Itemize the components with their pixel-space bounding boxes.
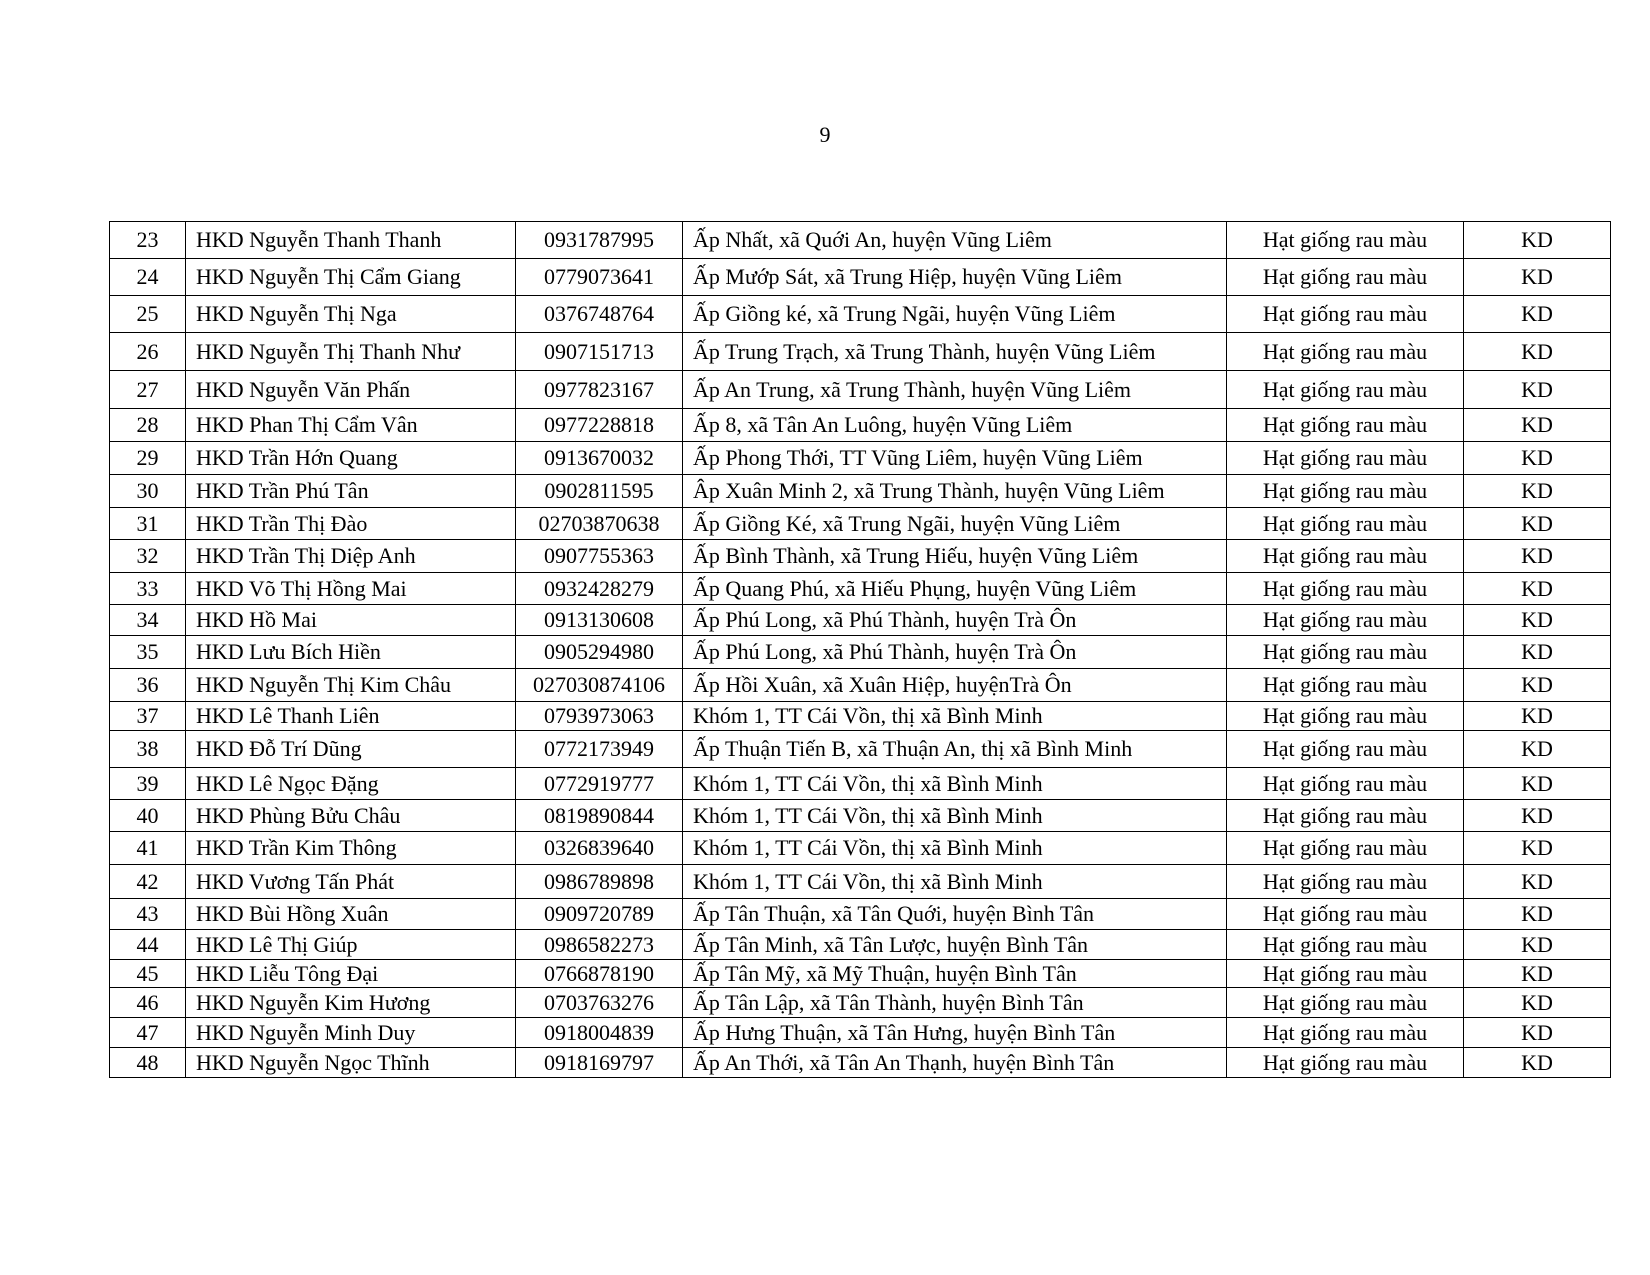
row-number-cell: 29 bbox=[110, 442, 186, 475]
table-row bbox=[110, 573, 1611, 605]
address-cell: Ấp Trung Trạch, xã Trung Thành, huyện Vũng Liêm bbox=[683, 333, 1227, 371]
product-cell: Hạt giống rau màu bbox=[1227, 731, 1464, 768]
business-type-cell: KD bbox=[1464, 636, 1611, 669]
row-number-cell: 44 bbox=[110, 930, 186, 960]
phone-number-cell: 0905294980 bbox=[516, 636, 683, 669]
address-cell: Khóm 1, TT Cái Vồn, thị xã Bình Minh bbox=[683, 702, 1227, 731]
table-row bbox=[110, 222, 1611, 259]
business-name-cell: HKD Phan Thị Cẩm Vân bbox=[186, 409, 516, 442]
business-registry-table bbox=[109, 221, 1611, 1078]
row-number-cell: 40 bbox=[110, 800, 186, 832]
table-row bbox=[110, 442, 1611, 475]
table-row bbox=[110, 865, 1611, 899]
row-number-cell: 28 bbox=[110, 409, 186, 442]
row-number-cell: 35 bbox=[110, 636, 186, 669]
row-number-cell: 30 bbox=[110, 475, 186, 508]
phone-number-cell: 0918169797 bbox=[516, 1048, 683, 1078]
product-cell: Hạt giống rau màu bbox=[1227, 573, 1464, 605]
address-cell: Ấp Tân Mỹ, xã Mỹ Thuận, huyện Bình Tân bbox=[683, 960, 1227, 988]
business-type-cell: KD bbox=[1464, 259, 1611, 296]
phone-number-cell: 0907755363 bbox=[516, 540, 683, 573]
table-row bbox=[110, 333, 1611, 371]
row-number-cell: 39 bbox=[110, 768, 186, 800]
business-name-cell: HKD Lê Ngọc Đặng bbox=[186, 768, 516, 800]
product-cell: Hạt giống rau màu bbox=[1227, 636, 1464, 669]
row-number-cell: 24 bbox=[110, 259, 186, 296]
address-cell: Khóm 1, TT Cái Vồn, thị xã Bình Minh bbox=[683, 800, 1227, 832]
row-number-cell: 41 bbox=[110, 832, 186, 865]
address-cell: Ấp An Trung, xã Trung Thành, huyện Vũng Liêm bbox=[683, 371, 1227, 409]
business-type-cell: KD bbox=[1464, 768, 1611, 800]
product-cell: Hạt giống rau màu bbox=[1227, 988, 1464, 1018]
address-cell: Ấp Mướp Sát, xã Trung Hiệp, huyện Vũng Liêm bbox=[683, 259, 1227, 296]
business-type-cell: KD bbox=[1464, 800, 1611, 832]
table-row bbox=[110, 768, 1611, 800]
row-number-cell: 27 bbox=[110, 371, 186, 409]
address-cell: Ấp Tân Lập, xã Tân Thành, huyện Bình Tân bbox=[683, 988, 1227, 1018]
product-cell: Hạt giống rau màu bbox=[1227, 605, 1464, 636]
address-cell: Ấp Hưng Thuận, xã Tân Hưng, huyện Bình Tân bbox=[683, 1018, 1227, 1048]
table-row bbox=[110, 988, 1611, 1018]
row-number-cell: 32 bbox=[110, 540, 186, 573]
business-name-cell: HKD Trần Thị Diệp Anh bbox=[186, 540, 516, 573]
phone-number-cell: 0977228818 bbox=[516, 409, 683, 442]
address-cell: Khóm 1, TT Cái Vồn, thị xã Bình Minh bbox=[683, 832, 1227, 865]
page-number: 9 bbox=[819, 122, 831, 147]
business-type-cell: KD bbox=[1464, 988, 1611, 1018]
row-number-cell: 42 bbox=[110, 865, 186, 899]
address-cell: Ấp Giồng Ké, xã Trung Ngãi, huyện Vũng Liêm bbox=[683, 508, 1227, 540]
phone-number-cell: 0902811595 bbox=[516, 475, 683, 508]
business-name-cell: HKD Lê Thanh Liên bbox=[186, 702, 516, 731]
row-number-cell: 26 bbox=[110, 333, 186, 371]
row-number-cell: 45 bbox=[110, 960, 186, 988]
address-cell: Ấp Tân Thuận, xã Tân Quới, huyện Bình Tân bbox=[683, 899, 1227, 930]
address-cell: Ấp Phú Long, xã Phú Thành, huyện Trà Ôn bbox=[683, 636, 1227, 669]
business-type-cell: KD bbox=[1464, 475, 1611, 508]
table-row bbox=[110, 409, 1611, 442]
phone-number-cell: 0703763276 bbox=[516, 988, 683, 1018]
business-name-cell: HKD Trần Hớn Quang bbox=[186, 442, 516, 475]
row-number-cell: 36 bbox=[110, 669, 186, 702]
row-number-cell: 31 bbox=[110, 508, 186, 540]
business-type-cell: KD bbox=[1464, 296, 1611, 333]
product-cell: Hạt giống rau màu bbox=[1227, 442, 1464, 475]
business-name-cell: HKD Bùi Hồng Xuân bbox=[186, 899, 516, 930]
product-cell: Hạt giống rau màu bbox=[1227, 1018, 1464, 1048]
business-type-cell: KD bbox=[1464, 1018, 1611, 1048]
table-row bbox=[110, 475, 1611, 508]
row-number-cell: 25 bbox=[110, 296, 186, 333]
phone-number-cell: 0986582273 bbox=[516, 930, 683, 960]
product-cell: Hạt giống rau màu bbox=[1227, 832, 1464, 865]
phone-number-cell: 0932428279 bbox=[516, 573, 683, 605]
business-type-cell: KD bbox=[1464, 222, 1611, 259]
business-name-cell: HKD Nguyễn Thị Cẩm Giang bbox=[186, 259, 516, 296]
product-cell: Hạt giống rau màu bbox=[1227, 222, 1464, 259]
row-number-cell: 48 bbox=[110, 1048, 186, 1078]
row-number-cell: 43 bbox=[110, 899, 186, 930]
phone-number-cell: 0772173949 bbox=[516, 731, 683, 768]
business-name-cell: HKD Nguyễn Kim Hương bbox=[186, 988, 516, 1018]
business-type-cell: KD bbox=[1464, 409, 1611, 442]
row-number-cell: 47 bbox=[110, 1018, 186, 1048]
product-cell: Hạt giống rau màu bbox=[1227, 259, 1464, 296]
phone-number-cell: 0977823167 bbox=[516, 371, 683, 409]
product-cell: Hạt giống rau màu bbox=[1227, 930, 1464, 960]
business-type-cell: KD bbox=[1464, 731, 1611, 768]
row-number-cell: 38 bbox=[110, 731, 186, 768]
business-type-cell: KD bbox=[1464, 960, 1611, 988]
address-cell: Ấp 8, xã Tân An Luông, huyện Vũng Liêm bbox=[683, 409, 1227, 442]
table-row bbox=[110, 508, 1611, 540]
phone-number-cell: 02703870638 bbox=[516, 508, 683, 540]
business-type-cell: KD bbox=[1464, 702, 1611, 731]
address-cell: Ấp Tân Minh, xã Tân Lược, huyện Bình Tân bbox=[683, 930, 1227, 960]
phone-number-cell: 0986789898 bbox=[516, 865, 683, 899]
business-name-cell: HKD Phùng Bửu Châu bbox=[186, 800, 516, 832]
business-type-cell: KD bbox=[1464, 899, 1611, 930]
table-row bbox=[110, 605, 1611, 636]
product-cell: Hạt giống rau màu bbox=[1227, 409, 1464, 442]
business-name-cell: HKD Nguyễn Thị Thanh Như bbox=[186, 333, 516, 371]
phone-number-cell: 0913130608 bbox=[516, 605, 683, 636]
phone-number-cell: 0793973063 bbox=[516, 702, 683, 731]
address-cell: Âp Xuân Minh 2, xã Trung Thành, huyện Vũng Liêm bbox=[683, 475, 1227, 508]
product-cell: Hạt giống rau màu bbox=[1227, 899, 1464, 930]
business-name-cell: HKD Liễu Tông Đại bbox=[186, 960, 516, 988]
business-type-cell: KD bbox=[1464, 669, 1611, 702]
product-cell: Hạt giống rau màu bbox=[1227, 296, 1464, 333]
product-cell: Hạt giống rau màu bbox=[1227, 669, 1464, 702]
business-type-cell: KD bbox=[1464, 1048, 1611, 1078]
phone-number-cell: 0779073641 bbox=[516, 259, 683, 296]
business-type-cell: KD bbox=[1464, 832, 1611, 865]
address-cell: Ấp Bình Thành, xã Trung Hiếu, huyện Vũng Liêm bbox=[683, 540, 1227, 573]
table-row bbox=[110, 540, 1611, 573]
product-cell: Hạt giống rau màu bbox=[1227, 865, 1464, 899]
table-row bbox=[110, 1018, 1611, 1048]
address-cell: Ấp An Thới, xã Tân An Thạnh, huyện Bình Tân bbox=[683, 1048, 1227, 1078]
table-row bbox=[110, 930, 1611, 960]
address-cell: Ấp Phú Long, xã Phú Thành, huyện Trà Ôn bbox=[683, 605, 1227, 636]
row-number-cell: 37 bbox=[110, 702, 186, 731]
business-type-cell: KD bbox=[1464, 442, 1611, 475]
address-cell: Ấp Hồi Xuân, xã Xuân Hiệp, huyệnTrà Ôn bbox=[683, 669, 1227, 702]
table-row bbox=[110, 800, 1611, 832]
business-type-cell: KD bbox=[1464, 540, 1611, 573]
business-type-cell: KD bbox=[1464, 605, 1611, 636]
business-name-cell: HKD Lưu Bích Hiền bbox=[186, 636, 516, 669]
phone-number-cell: 027030874106 bbox=[516, 669, 683, 702]
table-row bbox=[110, 296, 1611, 333]
table-row bbox=[110, 960, 1611, 988]
business-name-cell: HKD Nguyễn Minh Duy bbox=[186, 1018, 516, 1048]
product-cell: Hạt giống rau màu bbox=[1227, 508, 1464, 540]
row-number-cell: 23 bbox=[110, 222, 186, 259]
table-row bbox=[110, 731, 1611, 768]
product-cell: Hạt giống rau màu bbox=[1227, 333, 1464, 371]
table-row bbox=[110, 636, 1611, 669]
table-row bbox=[110, 899, 1611, 930]
business-name-cell: HKD Đỗ Trí Dũng bbox=[186, 731, 516, 768]
business-name-cell: HKD Vương Tấn Phát bbox=[186, 865, 516, 899]
table-row bbox=[110, 702, 1611, 731]
business-type-cell: KD bbox=[1464, 573, 1611, 605]
address-cell: Ấp Giồng ké, xã Trung Ngãi, huyện Vũng Liêm bbox=[683, 296, 1227, 333]
business-name-cell: HKD Nguyễn Ngọc Thĩnh bbox=[186, 1048, 516, 1078]
row-number-cell: 46 bbox=[110, 988, 186, 1018]
address-cell: Khóm 1, TT Cái Vồn, thị xã Bình Minh bbox=[683, 768, 1227, 800]
address-cell: Ấp Quang Phú, xã Hiếu Phụng, huyện Vũng Liêm bbox=[683, 573, 1227, 605]
business-name-cell: HKD Hồ Mai bbox=[186, 605, 516, 636]
product-cell: Hạt giống rau màu bbox=[1227, 371, 1464, 409]
business-name-cell: HKD Nguyễn Thị Nga bbox=[186, 296, 516, 333]
phone-number-cell: 0766878190 bbox=[516, 960, 683, 988]
registry-table-body bbox=[110, 222, 1611, 1078]
row-number-cell: 33 bbox=[110, 573, 186, 605]
business-name-cell: HKD Võ Thị Hồng Mai bbox=[186, 573, 516, 605]
business-type-cell: KD bbox=[1464, 333, 1611, 371]
product-cell: Hạt giống rau màu bbox=[1227, 475, 1464, 508]
business-type-cell: KD bbox=[1464, 865, 1611, 899]
product-cell: Hạt giống rau màu bbox=[1227, 800, 1464, 832]
phone-number-cell: 0907151713 bbox=[516, 333, 683, 371]
business-name-cell: HKD Trần Kim Thông bbox=[186, 832, 516, 865]
product-cell: Hạt giống rau màu bbox=[1227, 540, 1464, 573]
table-row bbox=[110, 832, 1611, 865]
business-name-cell: HKD Trần Thị Đào bbox=[186, 508, 516, 540]
business-name-cell: HKD Nguyễn Văn Phấn bbox=[186, 371, 516, 409]
phone-number-cell: 0913670032 bbox=[516, 442, 683, 475]
phone-number-cell: 0931787995 bbox=[516, 222, 683, 259]
address-cell: Ấp Thuận Tiến B, xã Thuận An, thị xã Bình Minh bbox=[683, 731, 1227, 768]
phone-number-cell: 0909720789 bbox=[516, 899, 683, 930]
business-name-cell: HKD Nguyễn Thị Kim Châu bbox=[186, 669, 516, 702]
business-type-cell: KD bbox=[1464, 930, 1611, 960]
business-type-cell: KD bbox=[1464, 508, 1611, 540]
address-cell: Ấp Nhất, xã Quới An, huyện Vũng Liêm bbox=[683, 222, 1227, 259]
phone-number-cell: 0772919777 bbox=[516, 768, 683, 800]
phone-number-cell: 0326839640 bbox=[516, 832, 683, 865]
table-row bbox=[110, 1048, 1611, 1078]
table-row bbox=[110, 371, 1611, 409]
business-type-cell: KD bbox=[1464, 371, 1611, 409]
business-name-cell: HKD Nguyễn Thanh Thanh bbox=[186, 222, 516, 259]
address-cell: Khóm 1, TT Cái Vồn, thị xã Bình Minh bbox=[683, 865, 1227, 899]
business-name-cell: HKD Lê Thị Giúp bbox=[186, 930, 516, 960]
phone-number-cell: 0918004839 bbox=[516, 1018, 683, 1048]
product-cell: Hạt giống rau màu bbox=[1227, 768, 1464, 800]
address-cell: Ấp Phong Thới, TT Vũng Liêm, huyện Vũng Liêm bbox=[683, 442, 1227, 475]
business-name-cell: HKD Trần Phú Tân bbox=[186, 475, 516, 508]
phone-number-cell: 0819890844 bbox=[516, 800, 683, 832]
table-row bbox=[110, 669, 1611, 702]
phone-number-cell: 0376748764 bbox=[516, 296, 683, 333]
table-row bbox=[110, 259, 1611, 296]
row-number-cell: 34 bbox=[110, 605, 186, 636]
product-cell: Hạt giống rau màu bbox=[1227, 960, 1464, 988]
product-cell: Hạt giống rau màu bbox=[1227, 1048, 1464, 1078]
product-cell: Hạt giống rau màu bbox=[1227, 702, 1464, 731]
